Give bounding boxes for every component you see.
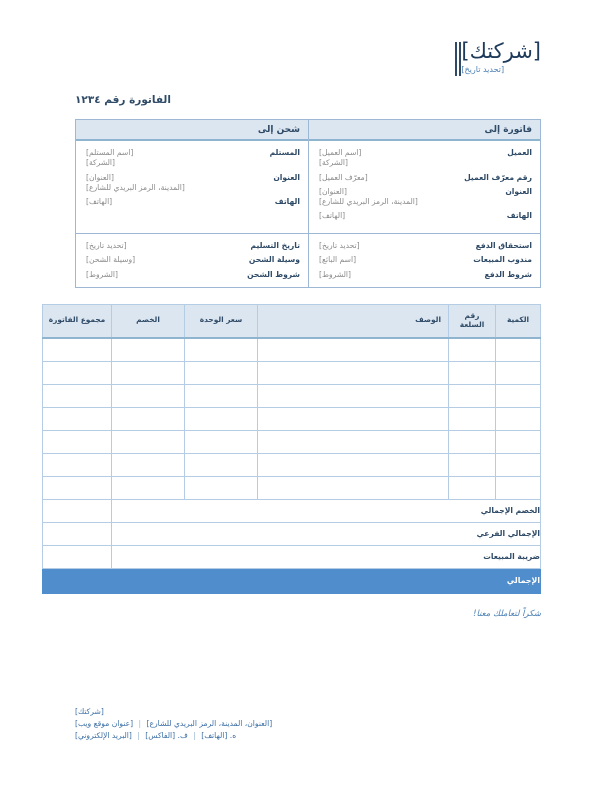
ship-to-row-shipping-terms [84,270,300,280]
cell-item[interactable] [449,453,496,476]
row-value[interactable]: [الهاتف] [319,211,346,221]
footer [75,706,541,742]
cell-total[interactable] [43,338,112,362]
footer-fax-prefix: ف. [177,731,188,741]
cell-price[interactable] [185,361,258,384]
totals-value[interactable] [43,499,112,522]
footer-phone: [الهاتف] [201,731,228,741]
company-name[interactable]: [شركتك] [461,39,541,63]
row-label: تاريخ التسليم [250,241,300,250]
footer-fax: [الفاكس] [145,731,176,741]
cell-item[interactable] [449,361,496,384]
line-items-header [43,304,541,338]
cell-desc[interactable] [258,430,449,453]
ship-to-title: شحن إلى [76,120,308,141]
cell-item[interactable] [449,384,496,407]
grand-total-row [43,568,541,593]
bill-to-row-due-date [317,241,532,251]
cell-price[interactable] [185,407,258,430]
row-label: المستلم [269,148,300,157]
row-label: شروط الدفع [484,269,532,279]
row-label: رقم معرّف العميل [464,172,532,182]
cell-desc[interactable] [258,476,449,499]
table-row [43,361,541,384]
cell-total[interactable] [43,430,112,453]
row-label: استحقاق الدفع [475,241,532,250]
row-label: الهاتف [506,211,532,221]
table-row [43,476,541,499]
cell-total[interactable] [43,384,112,407]
totals-label: الخصم الإجمالي [112,499,541,522]
footer-separator: | [193,731,196,741]
cell-disc[interactable] [112,407,185,430]
bill-to-panel [308,120,540,287]
cell-desc[interactable] [258,384,449,407]
bill-to-body [309,141,540,233]
row-value[interactable]: [الشروط] [86,269,119,279]
table-row [43,407,541,430]
row-value[interactable]: [تحديد تاريخ] [86,241,127,250]
row-label: العميل [507,148,532,157]
cell-desc[interactable] [258,407,449,430]
bill-to-row-address [317,187,532,208]
cell-qty[interactable] [496,476,541,499]
bill-to-row-salesperson [317,255,532,265]
footer-separator: | [138,719,142,729]
thank-you-note: شكراً لتعاملك معنا! [473,608,541,619]
column-header-quantity: الكمية [496,304,541,338]
table-row [43,453,541,476]
cell-qty[interactable] [496,453,541,476]
ship-to-body [76,141,308,233]
footer-address: [العنوان، المدينة، الرمز البريدي للشارع] [146,719,273,729]
table-row [43,430,541,453]
logo-bars-icon [455,40,461,76]
ship-to-row-phone [84,197,300,207]
line-items-table [42,304,541,594]
totals-row [43,499,541,522]
company-date[interactable]: [تحديد تاريخ] [461,65,505,75]
grand-total-value[interactable] [43,568,112,593]
header [75,0,541,76]
cell-total[interactable] [43,361,112,384]
footer-phone-prefix: ه. [229,731,237,741]
ship-to-row-recipient [84,148,300,169]
column-header-description: الوصف [258,304,449,338]
cell-item[interactable] [449,407,496,430]
cell-qty[interactable] [496,407,541,430]
row-value[interactable]: [معرّف العميل] [319,172,368,182]
row-label: العنوان [273,172,300,182]
totals-body [43,499,541,593]
row-label: الهاتف [274,197,300,206]
ship-to-row-delivery-date [84,241,300,251]
column-header-line-total: مجموع الفاتورة [43,304,112,338]
table-row [43,338,541,362]
row-label: مندوب المبيعات [473,255,532,265]
cell-disc[interactable] [112,384,185,407]
line-items-header-row [43,304,541,338]
footer-contact-line [75,730,541,742]
company-identity [449,40,541,76]
row-value[interactable]: [اسم المستلم] [الشركة] [86,148,134,168]
footer-company: [شركتك] [75,706,104,716]
row-value[interactable]: [العنوان] [المدينة، الرمز البريدي للشارع] [86,172,185,192]
ship-to-row-shipping-method [84,255,300,265]
bill-to-terms [309,233,540,287]
row-value[interactable]: [الهاتف] [86,197,113,206]
footer-address-line [75,718,541,730]
cell-price[interactable] [185,338,258,362]
cell-total[interactable] [43,453,112,476]
cell-qty[interactable] [496,361,541,384]
row-label: وسيلة الشحن [248,255,300,265]
totals-value[interactable] [43,522,112,545]
footer-separator: | [137,731,140,741]
bill-to-row-customer-id [317,173,532,183]
row-value[interactable]: [وسيلة الشحن] [86,255,136,265]
bill-to-row-payment-terms [317,270,532,280]
footer-website[interactable]: [عنوان موقع ويب] [75,719,134,729]
info-panels [75,119,541,288]
row-value[interactable]: [العنوان] [المدينة، الرمز البريدي للشارع] [319,186,418,206]
ship-to-terms [76,233,308,287]
cell-disc[interactable] [112,430,185,453]
cell-qty[interactable] [496,430,541,453]
cell-item[interactable] [449,476,496,499]
cell-desc[interactable] [258,453,449,476]
cell-desc[interactable] [258,338,449,362]
cell-desc[interactable] [258,361,449,384]
cell-disc[interactable] [112,476,185,499]
cell-price[interactable] [185,476,258,499]
cell-price[interactable] [185,430,258,453]
ship-to-panel [76,120,308,287]
column-header-discount: الخصم [112,304,185,338]
cell-item[interactable] [449,338,496,362]
cell-price[interactable] [185,384,258,407]
row-label: العنوان [505,186,532,196]
cell-total[interactable] [43,407,112,430]
bill-to-title: فاتورة إلى [309,120,540,141]
totals-row [43,545,541,568]
footer-email[interactable]: [البريد الإلكتروني] [75,731,132,741]
ship-to-row-address [84,173,300,194]
row-value[interactable]: [الشروط] [319,269,352,279]
column-header-item-number: رقم السلعة [449,304,496,338]
cell-disc[interactable] [112,453,185,476]
bill-to-row-phone [317,211,532,221]
cell-item[interactable] [449,430,496,453]
cell-qty[interactable] [496,338,541,362]
row-value[interactable]: [اسم البائع] [319,255,357,265]
cell-total[interactable] [43,476,112,499]
line-items-body [43,338,541,500]
table-row [43,384,541,407]
totals-label: ضريبة المبيعات [112,545,541,568]
totals-label: الإجمالي الفرعي [112,522,541,545]
column-header-unit-price: سعر الوحدة [185,304,258,338]
row-value[interactable]: [تحديد تاريخ] [319,241,360,250]
cell-disc[interactable] [112,361,185,384]
row-label: شروط الشحن [247,269,300,279]
row-value[interactable]: [اسم العميل] [الشركة] [319,148,362,168]
totals-row [43,522,541,545]
bill-to-row-customer [317,148,532,169]
cell-disc[interactable] [112,338,185,362]
totals-value[interactable] [43,545,112,568]
cell-qty[interactable] [496,384,541,407]
invoice-number: الفاتورة رقم ١٢٣٤ [75,94,171,106]
grand-total-label: الإجمالي [112,568,541,593]
cell-price[interactable] [185,453,258,476]
